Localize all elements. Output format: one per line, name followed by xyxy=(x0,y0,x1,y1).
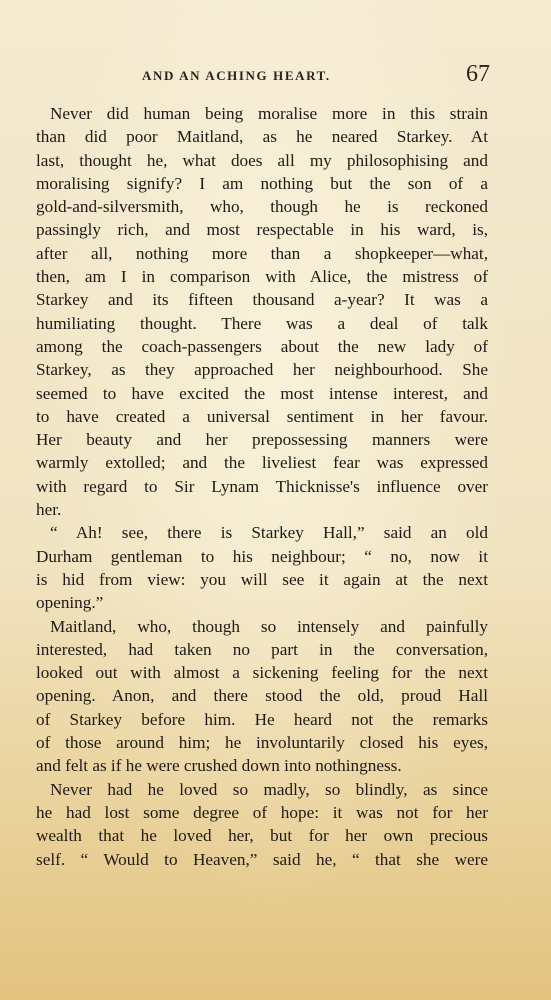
text-line: moralising signify? I am nothing but the son of a xyxy=(36,173,488,193)
text-line: humiliating thought. There was a deal of talk xyxy=(36,313,488,333)
paragraph-first-line: Never had he loved so madly, so blindly, as since xyxy=(50,779,488,799)
text-line: last, thought he, what does all my philosophising and xyxy=(36,150,488,170)
text-line: opening.” xyxy=(36,593,104,613)
text-line: he had lost some degree of hope: it was not for her xyxy=(36,802,488,822)
text-line: gold-and-silversmith, who, though he is reckoned xyxy=(36,197,488,217)
text-line: among the coach-passengers about the new lady of xyxy=(36,336,488,356)
text-line: than did poor Maitland, as he neared Starkey. At xyxy=(36,127,488,147)
text-line: warmly extolled; and the liveliest fear was expressed xyxy=(36,453,488,473)
text-line: passingly rich, and most respectable in his ward, is, xyxy=(36,220,488,240)
text-line: then, am I in comparison with Alice, the mistress of xyxy=(36,267,488,287)
text-line: with regard to Sir Lynam Thicknisse's influence over xyxy=(36,476,488,496)
text-line: of Starkey before him. He heard not the remarks xyxy=(36,709,488,729)
text-line: Her beauty and her prepossessing manners were xyxy=(36,430,488,450)
paragraph-first-line: Maitland, who, though so intensely and painfully xyxy=(50,616,488,636)
text-line: Starkey and its fifteen thousand a-year? It was a xyxy=(36,290,488,310)
text-line: opening. Anon, and there stood the old, proud Hall xyxy=(36,686,488,706)
text-line: wealth that he loved her, but for her own precious xyxy=(36,826,488,846)
text-line: of those around him; he involuntarily closed his eyes, xyxy=(36,733,488,753)
text-line: her. xyxy=(36,500,62,520)
running-head: AND AN ACHING HEART. xyxy=(142,68,331,83)
text-line: self. “ Would to Heaven,” said he, “ that she were xyxy=(36,849,488,869)
paragraph-first-line: “ Ah! see, there is Starkey Hall,” said an old xyxy=(50,523,488,543)
page-number: 67 xyxy=(466,61,490,87)
text-line: Durham gentleman to his neighbour; “ no, now it xyxy=(36,546,488,566)
text-line: and felt as if he were crushed down into nothingness. xyxy=(36,756,402,776)
text-line: after all, nothing more than a shopkeeper—what, xyxy=(36,243,488,263)
text-line: looked out with almost a sickening feeling for the next xyxy=(36,663,488,683)
text-line: is hid from view: you will see it again at the next xyxy=(36,569,488,589)
text-line: Starkey, as they approached her neighbourhood. She xyxy=(36,360,488,380)
text-line: interested, had taken no part in the conversation, xyxy=(36,639,488,659)
text-line: seemed to have excited the most intense interest, and xyxy=(36,383,488,403)
paragraph-first-line: Never did human being moralise more in this strain xyxy=(50,104,488,123)
text-line: to have created a universal sentiment in her favour. xyxy=(36,406,488,426)
body-text xyxy=(36,102,488,871)
